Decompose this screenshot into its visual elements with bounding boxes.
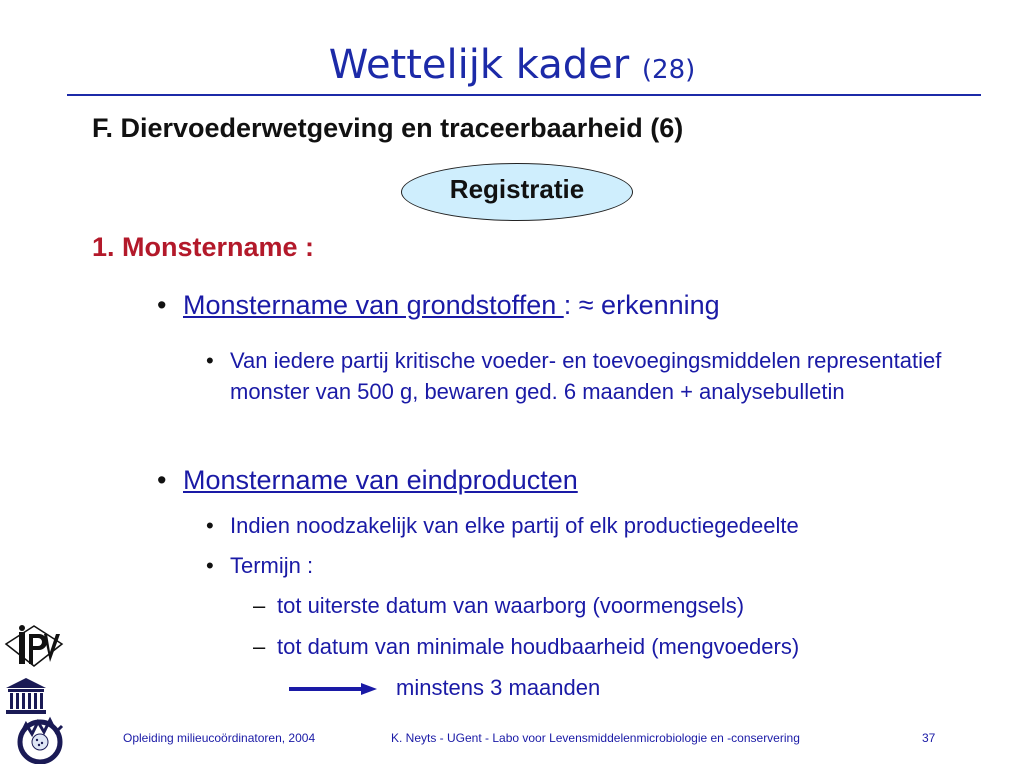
slide-title-number: (28) — [641, 55, 696, 85]
title-divider — [67, 94, 981, 96]
slide-title-text: Wettelijk kader — [328, 42, 630, 88]
dash-item-houdbaarheid — [253, 634, 800, 660]
badge-label: Registratie — [449, 173, 585, 204]
lfmfp-logo-icon — [10, 716, 70, 764]
link-eindproducten[interactable]: Monstername van eindproducten — [183, 465, 578, 495]
dash-marker: – — [253, 634, 266, 659]
ipv-logo-icon — [4, 622, 66, 672]
footer-center: K. Neyts - UGent - Labo voor Levensmiddelenmicrobiologie en -conservering — [391, 731, 800, 745]
sub-bullet-text: Van iedere partij kritische voeder- en toevoegingsmiddelen representatief monster van 500 g, bewaren ged. 6 maanden + analysebulletin — [230, 348, 942, 404]
note-minstens: minstens 3 maanden — [396, 675, 601, 700]
sub-bullet-marker: • — [206, 513, 214, 538]
bullet-suffix: : ≈ erkenning — [563, 290, 720, 320]
slide-title — [0, 40, 1024, 95]
bullet-marker: • — [157, 290, 167, 320]
university-building-icon — [4, 676, 48, 716]
footer-left: Opleiding milieucoördinatoren, 2004 — [123, 731, 316, 745]
sub-bullet-text: Termijn : — [230, 553, 314, 578]
page-number: 37 — [922, 731, 936, 745]
sub-bullet-termijn — [206, 550, 314, 581]
dash-item-waarborg — [253, 593, 745, 619]
bullet-grondstoffen — [157, 290, 720, 321]
arrow-right-icon — [289, 682, 379, 696]
bullet-marker: • — [157, 465, 167, 495]
bullet-eindproducten — [157, 465, 578, 496]
dash-marker: – — [253, 593, 266, 618]
sub-bullet-partij — [206, 345, 1000, 407]
registratie-badge — [401, 163, 633, 221]
slide-subtitle: F. Diervoederwetgeving en traceerbaarheid (6) — [92, 113, 684, 143]
dash-item-text: tot uiterste datum van waarborg (voormengsels) — [277, 593, 745, 618]
sub-bullet-marker: • — [206, 553, 214, 578]
sub-bullet-noodzakelijk — [206, 510, 799, 541]
sub-bullet-text: Indien noodzakelijk van elke partij of elk productiegedeelte — [230, 513, 799, 538]
section-heading: 1. Monstername : — [92, 232, 315, 262]
link-grondstoffen[interactable]: Monstername van grondstoffen — [183, 290, 564, 320]
dash-item-text: tot datum van minimale houdbaarheid (mengvoeders) — [277, 634, 800, 659]
sub-bullet-marker: • — [206, 348, 214, 373]
